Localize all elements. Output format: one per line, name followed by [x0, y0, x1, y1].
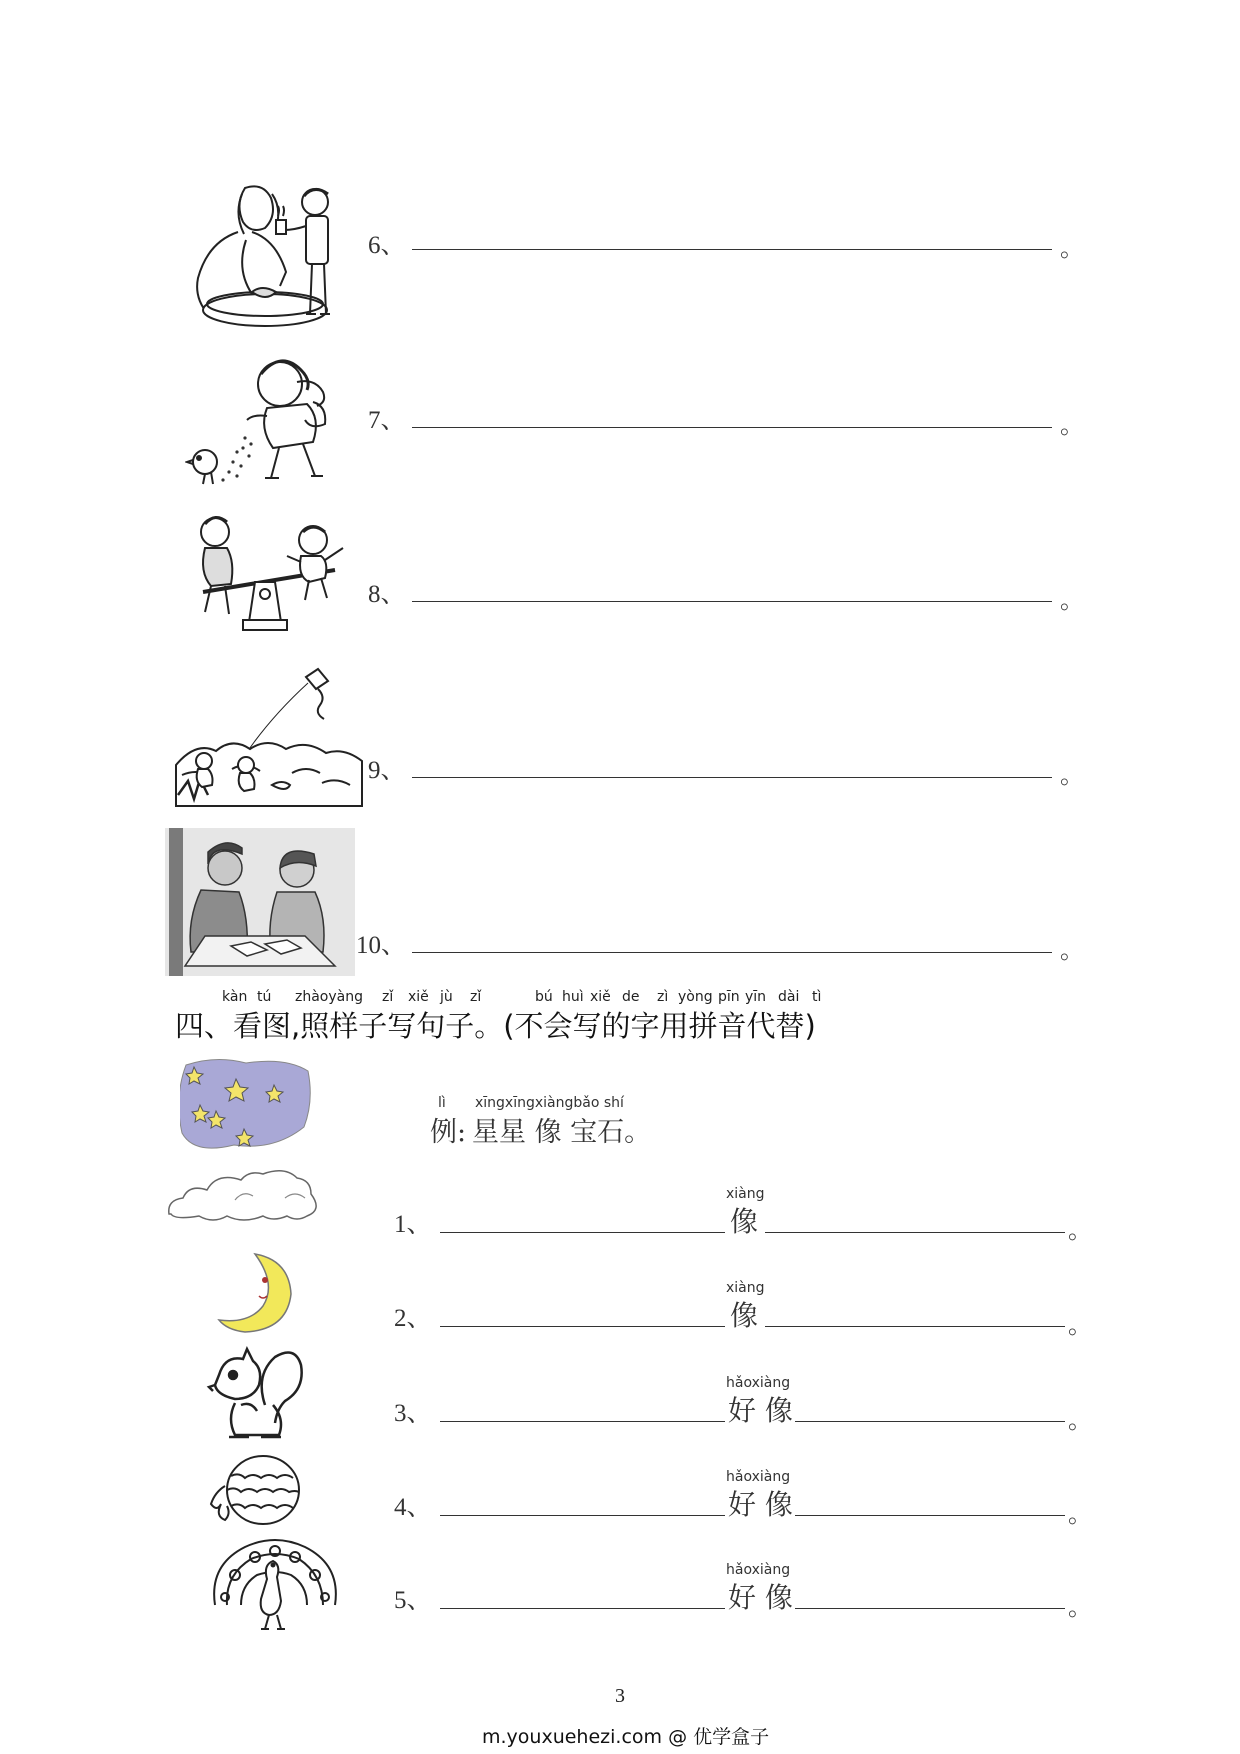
item-5-number: 5、 — [394, 1587, 432, 1614]
section-4-title: 四、看图,照样子写句子。(不会写的字用拼音代替) — [175, 1009, 816, 1043]
item-8-number: 8、 — [368, 581, 406, 608]
item-9-answer-line[interactable] — [412, 777, 1052, 778]
title-pinyin-bu: bú — [535, 989, 553, 1005]
title-pinyin-ju: jù — [440, 989, 453, 1005]
title-pinyin-dai: dài — [778, 989, 800, 1005]
item-5-answer-line-a[interactable] — [440, 1608, 725, 1609]
item-9-period: 。 — [1060, 761, 1084, 789]
item-3-answer-line-a[interactable] — [440, 1421, 725, 1422]
title-pinyin-xie2: xiě — [590, 989, 611, 1005]
watermelon-icon — [205, 1450, 305, 1535]
example-pinyin-sentence: xīngxīngxiàngbǎo shí — [475, 1095, 624, 1111]
item-7-number: 7、 — [368, 407, 406, 434]
item-6-number: 6、 — [368, 232, 406, 259]
item-1-pinyin: xiàng — [726, 1186, 765, 1202]
item-7-answer-line[interactable] — [412, 427, 1052, 428]
item-10-period: 。 — [1060, 936, 1084, 964]
item-3-word: 好 像 — [728, 1394, 793, 1427]
title-pinyin-zi: zǐ — [382, 989, 394, 1005]
title-pinyin-ti: tì — [812, 989, 822, 1005]
item-1-word: 像 — [730, 1205, 759, 1238]
item-2-answer-line-b[interactable] — [765, 1326, 1065, 1327]
title-pinyin-yong: yòng — [678, 989, 713, 1005]
title-pinyin-zi2: zǐ — [470, 989, 482, 1005]
title-pinyin-de: de — [622, 989, 640, 1005]
item-2-answer-line-a[interactable] — [440, 1326, 725, 1327]
crescent-moon-icon — [215, 1250, 295, 1335]
item-2-pinyin: xiàng — [726, 1280, 765, 1296]
title-pinyin-xie: xiě — [408, 989, 429, 1005]
squirrel-icon — [205, 1345, 305, 1445]
item-4-word: 好 像 — [728, 1488, 793, 1521]
item-9-number: 9、 — [368, 757, 406, 784]
item-4-answer-line-a[interactable] — [440, 1515, 725, 1516]
item-4-pinyin: hǎoxiàng — [726, 1469, 791, 1485]
cloud-icon — [165, 1170, 330, 1232]
item-3-answer-line-b[interactable] — [795, 1421, 1065, 1422]
item-3-pinyin: hǎoxiàng — [726, 1375, 791, 1391]
item-10-number: 10、 — [356, 932, 407, 959]
item-6-answer-line[interactable] — [412, 249, 1052, 250]
item-2-word: 像 — [730, 1299, 759, 1332]
item-5-pinyin: hǎoxiàng — [726, 1562, 791, 1578]
item-5-period: 。 — [1068, 1593, 1092, 1621]
kids-studying-icon — [165, 828, 355, 976]
item-7-period: 。 — [1060, 411, 1084, 439]
example-sentence: 星星 像 宝石。 — [472, 1117, 652, 1148]
footer-source: m.youxuehezi.com @ 优学盒子 — [482, 1726, 770, 1748]
item-6-period: 。 — [1060, 234, 1084, 262]
title-pinyin-zhaoyang: zhàoyàng — [295, 989, 363, 1005]
item-10-answer-line[interactable] — [412, 952, 1052, 953]
title-pinyin-yin: yīn — [745, 989, 767, 1005]
item-8-answer-line[interactable] — [412, 601, 1052, 602]
title-pinyin-zi3: zì — [657, 989, 669, 1005]
item-1-answer-line-b[interactable] — [765, 1232, 1065, 1233]
title-pinyin-tu: tú — [257, 989, 272, 1005]
example-pinyin-li: lì — [438, 1095, 446, 1111]
peacock-icon — [205, 1535, 345, 1635]
item-3-period: 。 — [1068, 1406, 1092, 1434]
item-2-period: 。 — [1068, 1311, 1092, 1339]
item-2-number: 2、 — [394, 1305, 432, 1332]
mother-washing-clothes-icon — [190, 180, 365, 335]
item-1-period: 。 — [1068, 1216, 1092, 1244]
page-number: 3 — [615, 1685, 625, 1707]
item-3-number: 3、 — [394, 1400, 432, 1427]
kids-on-seesaw-icon — [185, 510, 355, 635]
title-pinyin-hui: huì — [562, 989, 584, 1005]
item-4-period: 。 — [1068, 1500, 1092, 1528]
girl-feeding-chicks-icon — [185, 352, 360, 492]
item-5-answer-line-b[interactable] — [795, 1608, 1065, 1609]
title-pinyin-pin: pīn — [718, 989, 740, 1005]
item-8-period: 。 — [1060, 586, 1084, 614]
starry-sky-icon — [180, 1055, 312, 1155]
item-1-number: 1、 — [394, 1211, 432, 1238]
item-4-number: 4、 — [394, 1494, 432, 1521]
kids-flying-kite-icon — [172, 665, 367, 810]
item-4-answer-line-b[interactable] — [795, 1515, 1065, 1516]
item-5-word: 好 像 — [728, 1581, 793, 1614]
item-1-answer-line-a[interactable] — [440, 1232, 725, 1233]
title-pinyin-kan: kàn — [222, 989, 248, 1005]
example-label: 例: — [430, 1117, 467, 1148]
